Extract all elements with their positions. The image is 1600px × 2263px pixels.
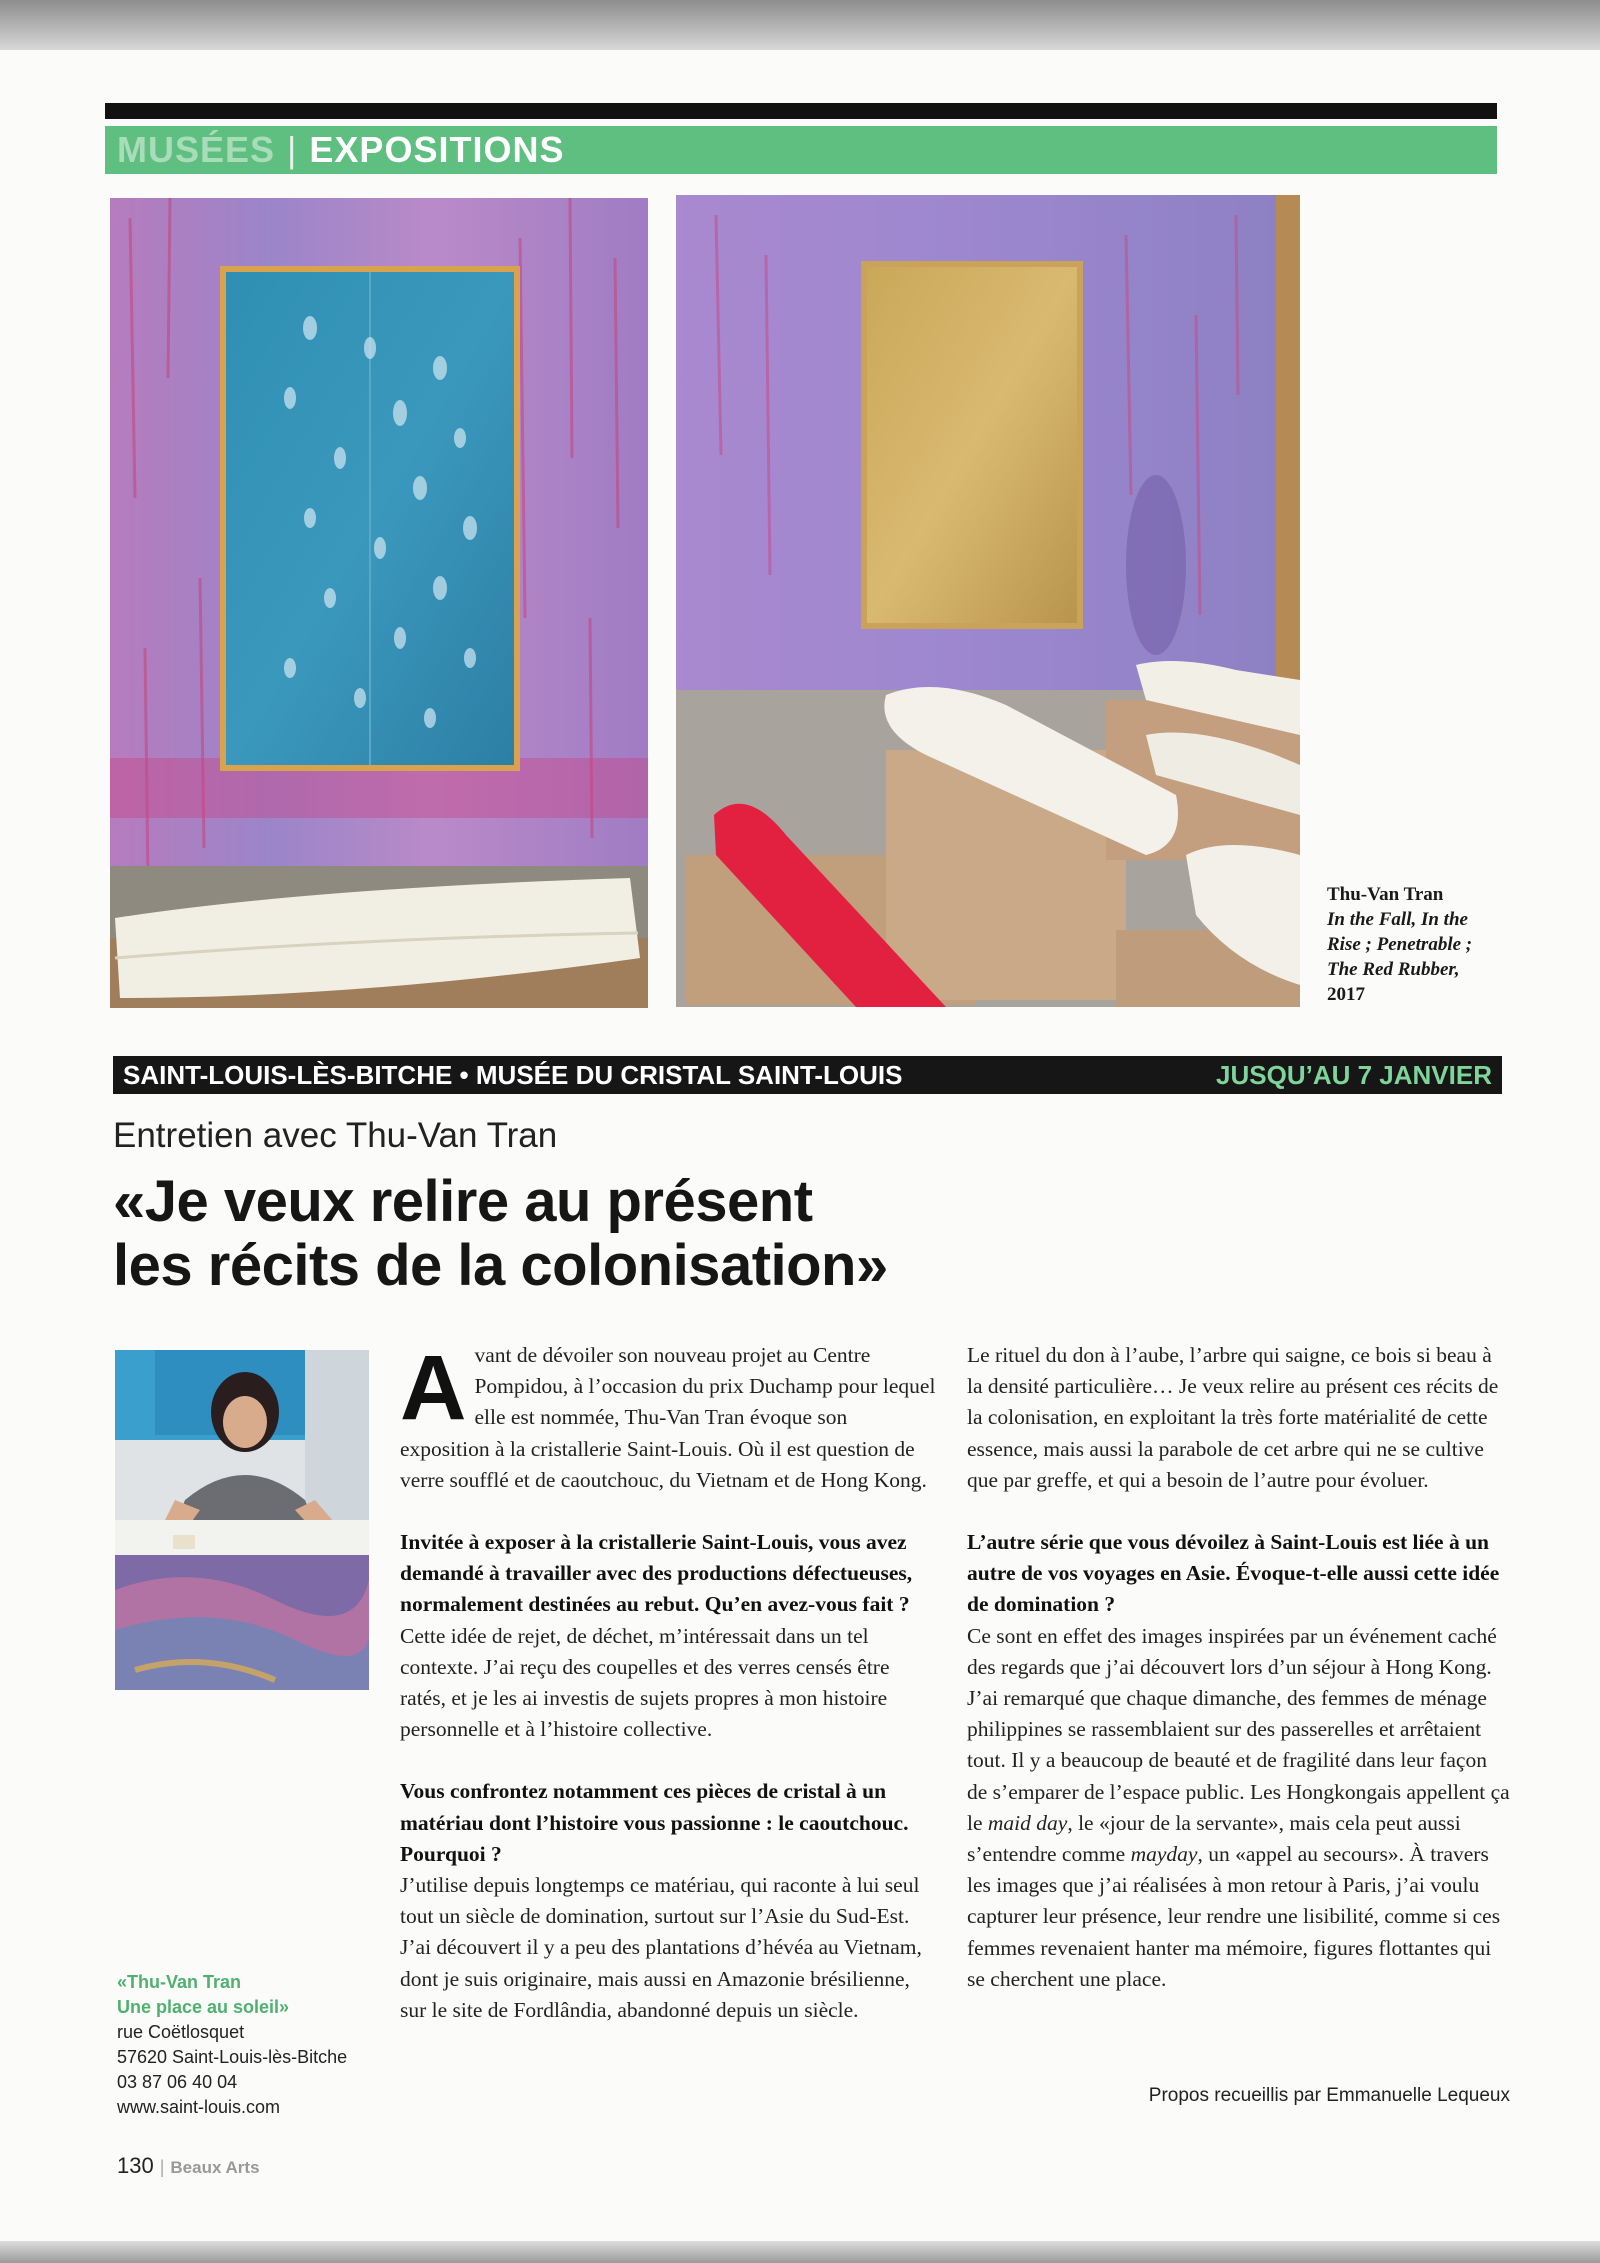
page-number: 130: [117, 2153, 154, 2178]
address-street: rue Coëtlosquet: [117, 2022, 245, 2042]
answer-2: J’utilise depuis longtemps ce matériau, qui raconte à lui seul tout un siècle de domination, surtout sur l’Asie du Sud-Est. J’ai découvert il y a peu des plantations d’hévéa au Vietnam, dont je suis originaire, mais aussi en Amazonie brésilienne, sur le site de Fordlândia, abandonné depuis un siècle.: [400, 1873, 922, 2022]
answer-3: Ce sont en effet des images inspirées par un événement caché des regards que j’ai découvert lors d’un séjour à Hong Kong. J’ai remarqué que chaque dimanche, des femmes de ménage philippines se rassemblaient sur des passerelles et arrêtaient tout. Il y a beaucoup de beauté et de fragilité dans leur façon de s’emparer de l’espace public. Les Hongkongais appellent ça le maid day, le «jour de la servante», mais cela peut aussi s’entendre comme mayday, un «appel au secours». À travers les images que j’ai réalisées à mon retour à Paris, j’ai voulu capturer leur présence, leur rendre une lisibilité, comme si ces femmes revenaient hanter ma mémoire, figures flottantes qui se cherchent une place.: [967, 1623, 1510, 1991]
answer-1: Cette idée de rejet, de déchet, m’intéressait dans un tel contexte. J’ai reçu des coupelles et des verres censés être ratés, et je les ai investis de sujets propres à mon histoire personnelle et à l’histoire collective.: [400, 1623, 890, 1742]
question-1: Invitée à exposer à la cristallerie Saint-Louis, vous avez demandé à travailler avec des productions défectueuses, normalement destinées au rebut. Qu’en avez-vous fait ?: [400, 1530, 913, 1617]
maid-day-term: maid day: [987, 1810, 1068, 1835]
article-kicker: Entretien avec Thu-Van Tran: [113, 1116, 558, 1155]
installation-photo-right: [676, 195, 1300, 1007]
article-column-2: [967, 1340, 1512, 1995]
mayday-term: mayday: [1130, 1842, 1198, 1867]
caption-works: In the Fall, In the Rise ; Penetrable ; The Red Rubber,: [1327, 909, 1473, 980]
exhibition-title-line-2: Une place au soleil»: [117, 1997, 290, 2017]
section-band: [105, 126, 1497, 174]
section-secondary: EXPOSITIONS: [309, 129, 565, 170]
artist-portrait-photo: [115, 1350, 369, 1690]
answer-2-continued: Le rituel du don à l’aube, l’arbre qui saigne, ce bois si beau à la densité particulière… Je veux relire au présent ces récits de la colonisation, en exploitant la très forte matérialité de cette essence, mais aussi la parabole de cet arbre qui ne se cultive que par greffe, et qui a besoin de l’autre pour évoluer.: [967, 1343, 1499, 1492]
installation-photo-left: [110, 198, 648, 1008]
question-2: Vous confrontez notamment ces pièces de cristal à un matériau dont l’histoire vous passionne : le caoutchouc. Pourquoi ?: [400, 1779, 909, 1866]
magazine-name: Beaux Arts: [170, 2158, 260, 2177]
website-link[interactable]: www.saint-louis.com: [117, 2097, 281, 2117]
location-text: SAINT-LOUIS-LÈS-BITCHE • MUSÉE DU CRISTAL SAINT-LOUIS: [123, 1059, 903, 1090]
caption-artist: Thu-Van Tran: [1327, 884, 1444, 905]
exhibition-info: [117, 1970, 377, 2120]
page-folio: 130 | Beaux Arts: [117, 2153, 260, 2178]
section-primary: MUSÉES: [117, 129, 276, 170]
header-rule: [105, 103, 1497, 119]
section-separator: |: [287, 129, 298, 170]
date-text: JUSQU’AU 7 JANVIER: [1216, 1059, 1492, 1090]
portrait-illustration: [115, 1350, 369, 1690]
exhibition-title-line-1: «Thu-Van Tran: [117, 1972, 242, 1992]
rubber-installation-illustration: [676, 195, 1300, 1007]
headline-line-2: les récits de la colonisation»: [113, 1233, 888, 1298]
photo-caption: [1327, 882, 1492, 1007]
article-headline: [113, 1170, 1113, 1298]
headline-line-1: «Je veux relire au présent: [113, 1169, 813, 1234]
location-bar: [113, 1056, 1502, 1094]
address-city: 57620 Saint-Louis-lès-Bitche: [117, 2047, 348, 2067]
scan-edge-bottom: [0, 2241, 1600, 2263]
interview-credit: Propos recueillis par Emmanuelle Lequeux: [1148, 2085, 1510, 2106]
cyanotype-artwork-illustration: [110, 198, 648, 1008]
article-column-1: [400, 1337, 940, 2026]
phone-number: 03 87 06 40 04: [117, 2072, 238, 2092]
question-3: L’autre série que vous dévoilez à Saint-Louis est liée à un autre de vos voyages en Asie. Évoque-t-elle aussi cette idée de domination ?: [967, 1530, 1500, 1617]
intro-text: vant de dévoiler son nouveau projet au Centre Pompidou, à l’occasion du prix Duchamp pour lequel elle est nommée, Thu-Van Tran évoque son exposition à la cristallerie Saint-Louis. Où il est question de verre soufflé et de caoutchouc, du Vietnam et de Hong Kong.: [400, 1343, 936, 1492]
caption-year: 2017: [1327, 984, 1365, 1005]
drop-cap: A: [400, 1337, 467, 1439]
intro-paragraph: [400, 1337, 940, 1496]
